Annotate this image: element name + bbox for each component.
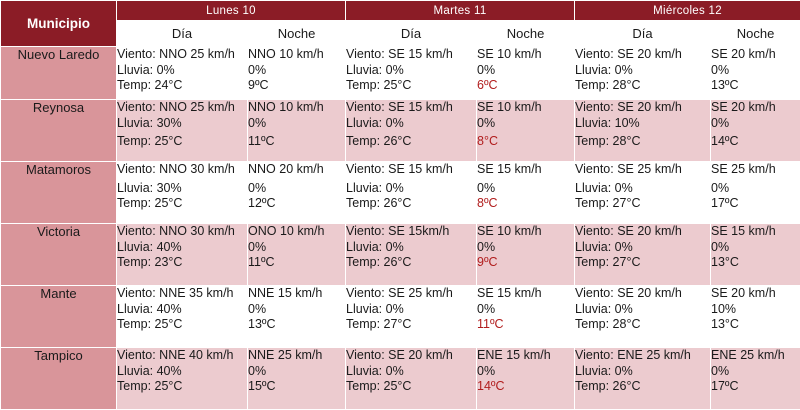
forecast-cell: SE 10 km/h 0% 8°C <box>477 100 575 162</box>
forecast-cell: SE 10 km/h 0% 6ºC <box>477 47 575 100</box>
day-header-martes: Martes 11 <box>346 1 575 21</box>
low-temp-highlight: 14ºC <box>477 379 574 395</box>
municipio-cell: Victoria <box>1 224 117 286</box>
forecast-cell: SE 15 km/h 0% 8ºC <box>477 162 575 224</box>
low-temp-highlight: 9ºC <box>477 255 574 271</box>
forecast-cell: Viento: SE 20 km/h Lluvia: 0% Temp: 28°C <box>575 286 711 348</box>
municipio-cell: Matamoros <box>1 162 117 224</box>
forecast-cell: SE 15 km/h 0% 13°C <box>711 224 800 286</box>
municipio-cell: Nuevo Laredo <box>1 47 117 100</box>
forecast-cell: NNO 10 km/h 0% 11ºC <box>248 100 346 162</box>
forecast-cell: Viento: NNO 30 km/h Lluvia: 30% Temp: 25°C <box>117 162 248 224</box>
forecast-cell: ENE 25 km/h 0% 17ºC <box>711 348 800 410</box>
municipio-cell: Mante <box>1 286 117 348</box>
forecast-cell: NNE 25 km/h 0% 15ºC <box>248 348 346 410</box>
forecast-cell: Viento: NNE 35 km/h Lluvia: 40% Temp: 25°C <box>117 286 248 348</box>
forecast-cell: Viento: SE 20 km/h Lluvia: 10% Temp: 28°C <box>575 100 711 162</box>
forecast-cell: ENE 15 km/h 0% 14ºC <box>477 348 575 410</box>
municipio-cell: Tampico <box>1 348 117 410</box>
table-row <box>1 224 800 286</box>
dia-subheader: Día <box>575 21 711 47</box>
noche-subheader: Noche <box>248 21 346 47</box>
table-row <box>1 348 800 410</box>
noche-subheader: Noche <box>711 21 800 47</box>
low-temp-highlight: 6ºC <box>477 78 574 94</box>
forecast-cell: SE 20 km/h 10% 13°C <box>711 286 800 348</box>
forecast-cell: Viento: NNO 25 km/h Lluvia: 0% Temp: 24°C <box>117 47 248 100</box>
forecast-cell: NNO 20 km/h 0% 12ºC <box>248 162 346 224</box>
forecast-cell: SE 10 km/h 0% 9ºC <box>477 224 575 286</box>
forecast-cell: Viento: SE 20 km/h Lluvia: 0% Temp: 27°C <box>575 224 711 286</box>
forecast-cell: SE 20 km/h 0% 14ºC <box>711 100 800 162</box>
forecast-cell: SE 25 km/h 0% 17ºC <box>711 162 800 224</box>
low-temp-highlight: 8ºC <box>477 196 574 212</box>
forecast-cell: Viento: SE 15 km/h Lluvia: 0% Temp: 25°C <box>346 47 477 100</box>
forecast-cell: Viento: SE 20 km/h Lluvia: 0% Temp: 28°C <box>575 47 711 100</box>
day-header-miercoles: Miércoles 12 <box>575 1 800 21</box>
forecast-cell: Viento: SE 20 km/h Lluvia: 0% Temp: 25°C <box>346 348 477 410</box>
table-row <box>1 47 800 100</box>
forecast-cell: Viento: SE 25 km/h Lluvia: 0% Temp: 27°C <box>575 162 711 224</box>
forecast-cell: Viento: SE 15 km/h Lluvia: 0% Temp: 26°C <box>346 162 477 224</box>
noche-subheader: Noche <box>477 21 575 47</box>
forecast-cell: ONO 10 km/h 0% 11ºC <box>248 224 346 286</box>
table-row <box>1 162 800 224</box>
municipio-header: Municipio <box>1 1 117 47</box>
table-row <box>1 286 800 348</box>
forecast-cell: Viento: SE 15km/h Lluvia: 0% Temp: 26°C <box>346 224 477 286</box>
forecast-cell: NNO 10 km/h 0% 9ºC <box>248 47 346 100</box>
day-header-lunes: Lunes 10 <box>117 1 346 21</box>
dia-subheader: Día <box>117 21 248 47</box>
forecast-cell: Viento: SE 15 km/h Lluvia: 0% Temp: 26°C <box>346 100 477 162</box>
low-temp-highlight: 8°C <box>477 134 574 150</box>
dia-subheader: Día <box>346 21 477 47</box>
forecast-cell: Viento: NNO 30 km/h Lluvia: 40% Temp: 23°C <box>117 224 248 286</box>
forecast-cell: NNE 15 km/h 0% 13ºC <box>248 286 346 348</box>
forecast-cell: Viento: NNO 25 km/h Lluvia: 30% Temp: 25°C <box>117 100 248 162</box>
municipio-cell: Reynosa <box>1 100 117 162</box>
forecast-cell: Viento: SE 25 km/h Lluvia: 0% Temp: 27°C <box>346 286 477 348</box>
forecast-cell: SE 15 km/h 0% 11ºC <box>477 286 575 348</box>
forecast-cell: Viento: NNE 40 km/h Lluvia: 40% Temp: 25°C <box>117 348 248 410</box>
low-temp-highlight: 11ºC <box>477 317 574 333</box>
table-row <box>1 100 800 162</box>
forecast-cell: SE 20 km/h 0% 13ºC <box>711 47 800 100</box>
forecast-cell: Viento: ENE 25 km/h Lluvia: 0% Temp: 26°C <box>575 348 711 410</box>
